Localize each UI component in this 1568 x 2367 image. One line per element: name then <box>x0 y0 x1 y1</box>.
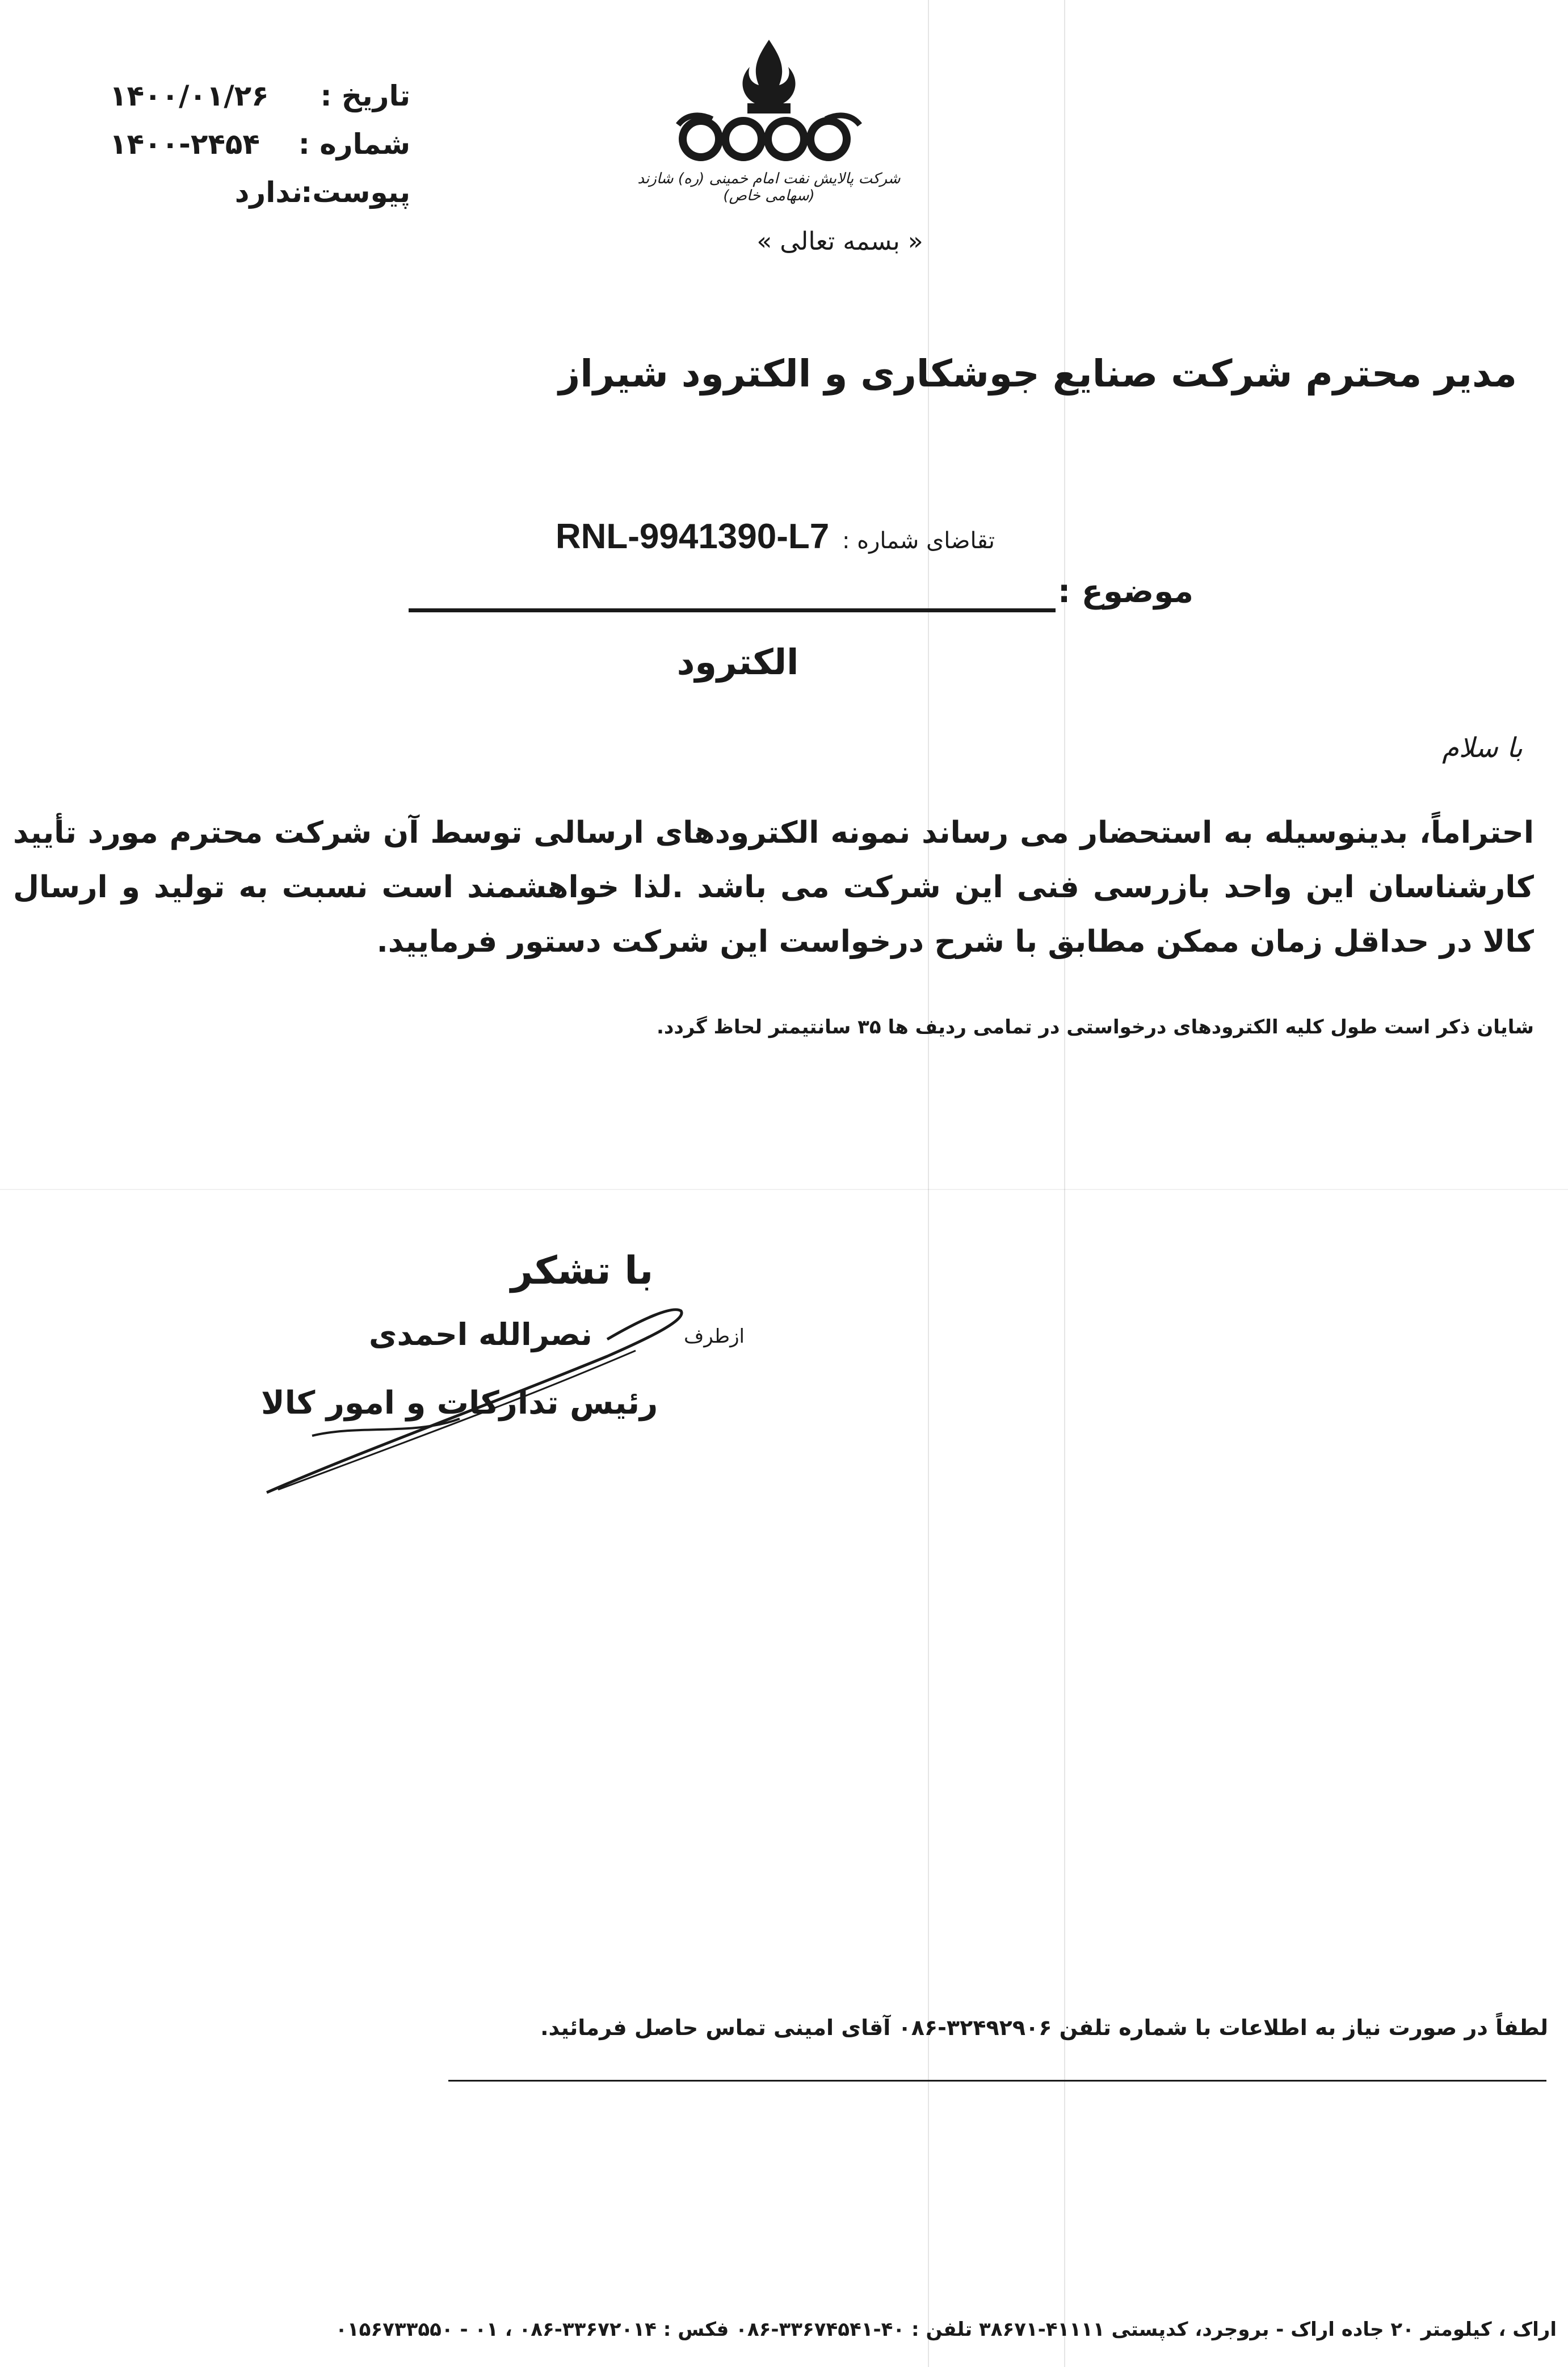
salutation: با سلام <box>1442 732 1523 764</box>
date-row <box>93 79 410 112</box>
subject-label: موضوع : <box>1057 573 1193 610</box>
attachment-row <box>93 176 410 209</box>
subject-value: الکترود <box>676 641 799 683</box>
letter-note: شایان ذکر است طول کلیه الکترودهای درخواستی در تمامی ردیف ها ۳۵ سانتیمتر لحاظ گردد. <box>656 1016 1534 1039</box>
attachment-label: پیوست: <box>301 176 410 209</box>
subject-underline <box>409 608 1056 612</box>
contact-info: لطفاً در صورت نیاز به اطلاعات با شماره تلفن ۳۲۴۹۲۹۰۶-۰۸۶ آقای امینی تماس حاصل فرمائید. <box>540 2015 1548 2040</box>
letter-body: احتراماً، بدینوسیله به استحضار می رساند نمونه الکترودهای ارسالی توسط آن شرکت محترم مورد تأیید کارشناسان این واحد بازرسی فنی این شرکت می باشد .لذا خواهشمند است نسبت به تولید و ارسال کالا در حداقل زمان ممکن مطابق با شرح درخواست این شرکت دستور فرمایید. <box>13 815 1534 959</box>
request-number: RNL-9941390-L7 <box>555 517 830 556</box>
number-row <box>93 128 410 161</box>
date-label: تاریخ : <box>320 79 410 112</box>
signature-from-label: ازطرف <box>684 1325 745 1348</box>
flame-logo-icon <box>616 34 922 170</box>
signature-thanks: با تشکر <box>511 1248 654 1293</box>
signature-title: رئیس تدارکات و امور کالا <box>261 1385 658 1422</box>
contact-underline <box>448 2080 1546 2082</box>
signature-name: نصرالله احمدی <box>369 1317 592 1352</box>
scan-fold-line <box>0 1189 1568 1190</box>
addressee: مدیر محترم شرکت صنایع جوشکاری و الکترود شیراز <box>558 352 1517 396</box>
request-label: تقاضای شماره : <box>842 528 995 554</box>
date-value: ۱۴۰۰/۰۱/۲۶ <box>110 79 269 112</box>
company-name-small: شرکت پالایش نفت امام خمینی (ره) شازند (سهامی خاص) <box>637 170 901 204</box>
request-row <box>556 516 995 557</box>
basmala: « بسمه تعالی » <box>756 227 923 256</box>
attachment-value: ندارد <box>234 176 302 209</box>
footer-address: اراک ، کیلومتر ۲۰ جاده اراک - بروجرد، کدپستی ۴۱۱۱۱-۳۸۶۷۱ تلفن : ۴۰-۳۳۶۷۴۵۴۱-۰۸۶ فکس : ۳۳۶۷۲۰۱۴-۰۸۶ ، ۰۱ - ۰۱۵۶۷۳۳۵۵۰ <box>335 2318 1557 2341</box>
number-value: ۱۴۰۰-۲۴۵۴ <box>110 128 260 161</box>
number-label: شماره : <box>298 128 410 161</box>
